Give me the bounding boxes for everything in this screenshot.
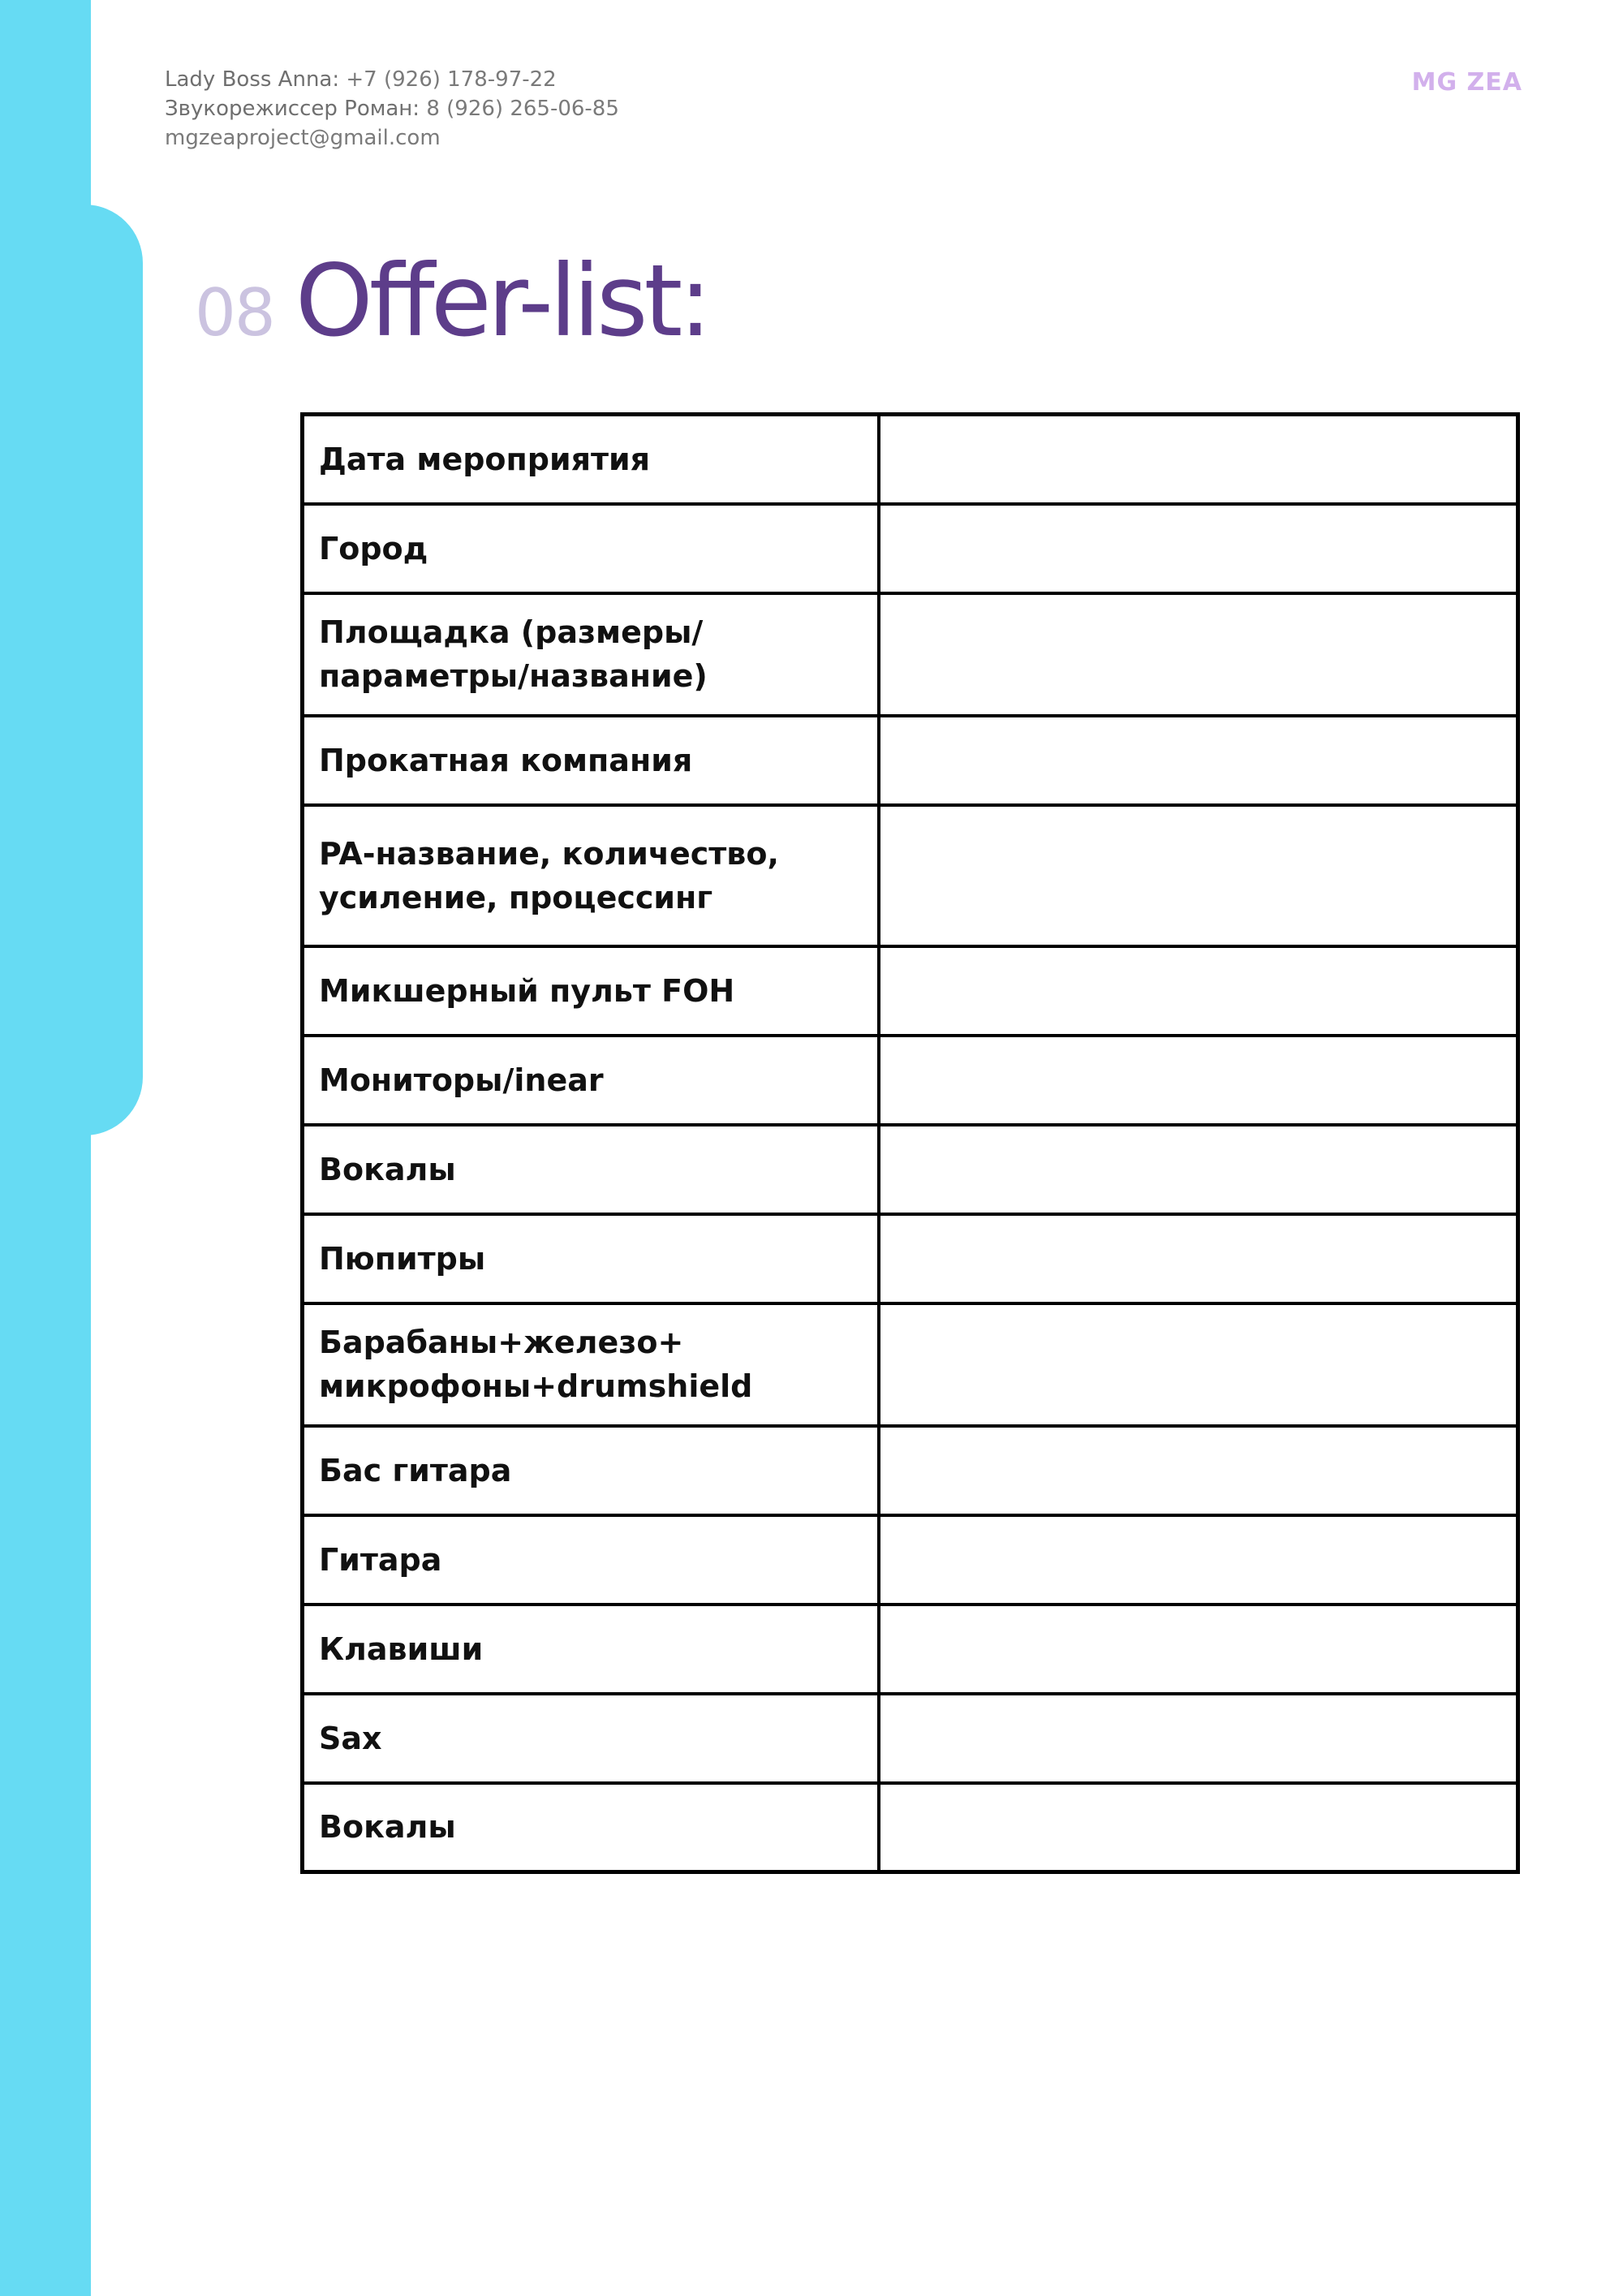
row-value-cell[interactable] (879, 593, 1518, 716)
row-label: Барабаны+железо+ микрофоны+drumshield (303, 1303, 879, 1426)
table-row (303, 504, 1518, 593)
row-label: Пюпитры (303, 1214, 879, 1303)
table-row (303, 593, 1518, 716)
row-value-cell[interactable] (879, 1605, 1518, 1694)
brand-logo-text: MG ZEA (1411, 68, 1522, 97)
table-row (303, 1125, 1518, 1214)
table-row (303, 805, 1518, 946)
contact-line-email (165, 123, 619, 153)
contact-line-anna (165, 65, 619, 94)
row-value-cell[interactable] (879, 1214, 1518, 1303)
row-label: Дата мероприятия (303, 415, 879, 504)
contact-label: Звукорежиссер Роман: (165, 97, 420, 121)
section-number: 08 (195, 275, 274, 351)
row-value-cell[interactable] (879, 1036, 1518, 1125)
row-value-cell[interactable] (879, 1125, 1518, 1214)
offer-list-table (300, 412, 1520, 1874)
row-label: PA-название, количество, усиление, процессинг (303, 805, 879, 946)
row-label: Клавиши (303, 1605, 879, 1694)
contact-phone: 8 (926) 265-06-85 (426, 97, 619, 121)
row-value-cell[interactable] (879, 805, 1518, 946)
table-row (303, 1783, 1518, 1872)
contact-line-roman (165, 94, 619, 123)
table-row (303, 946, 1518, 1036)
table-row (303, 1303, 1518, 1426)
contact-label: Lady Boss Anna: (165, 67, 340, 92)
row-value-cell[interactable] (879, 1694, 1518, 1783)
row-label: Бас гитара (303, 1426, 879, 1515)
row-value-cell[interactable] (879, 415, 1518, 504)
table-row (303, 1605, 1518, 1694)
row-label: Вокалы (303, 1125, 879, 1214)
table-row (303, 415, 1518, 504)
side-accent-tab (0, 205, 143, 1135)
row-value-cell[interactable] (879, 1426, 1518, 1515)
row-label: Гитара (303, 1515, 879, 1605)
table-row (303, 1694, 1518, 1783)
row-value-cell[interactable] (879, 1303, 1518, 1426)
table-row (303, 1036, 1518, 1125)
table-row (303, 1214, 1518, 1303)
table-row (303, 716, 1518, 805)
row-value-cell[interactable] (879, 716, 1518, 805)
row-value-cell[interactable] (879, 1515, 1518, 1605)
row-value-cell[interactable] (879, 946, 1518, 1036)
section-heading (195, 243, 708, 359)
row-value-cell[interactable] (879, 504, 1518, 593)
table-row (303, 1426, 1518, 1515)
contact-info (165, 65, 619, 153)
row-label: Sax (303, 1694, 879, 1783)
table-row (303, 1515, 1518, 1605)
row-label: Прокатная компания (303, 716, 879, 805)
page-title: Offer-list: (295, 243, 708, 359)
row-label: Микшерный пульт FOH (303, 946, 879, 1036)
contact-phone: +7 (926) 178-97-22 (346, 67, 557, 92)
contact-email: mgzeaproject@gmail.com (165, 126, 441, 150)
row-label: Мониторы/inear (303, 1036, 879, 1125)
row-label: Город (303, 504, 879, 593)
row-value-cell[interactable] (879, 1783, 1518, 1872)
row-label: Вокалы (303, 1783, 879, 1872)
row-label: Площадка (размеры/ параметры/название) (303, 593, 879, 716)
